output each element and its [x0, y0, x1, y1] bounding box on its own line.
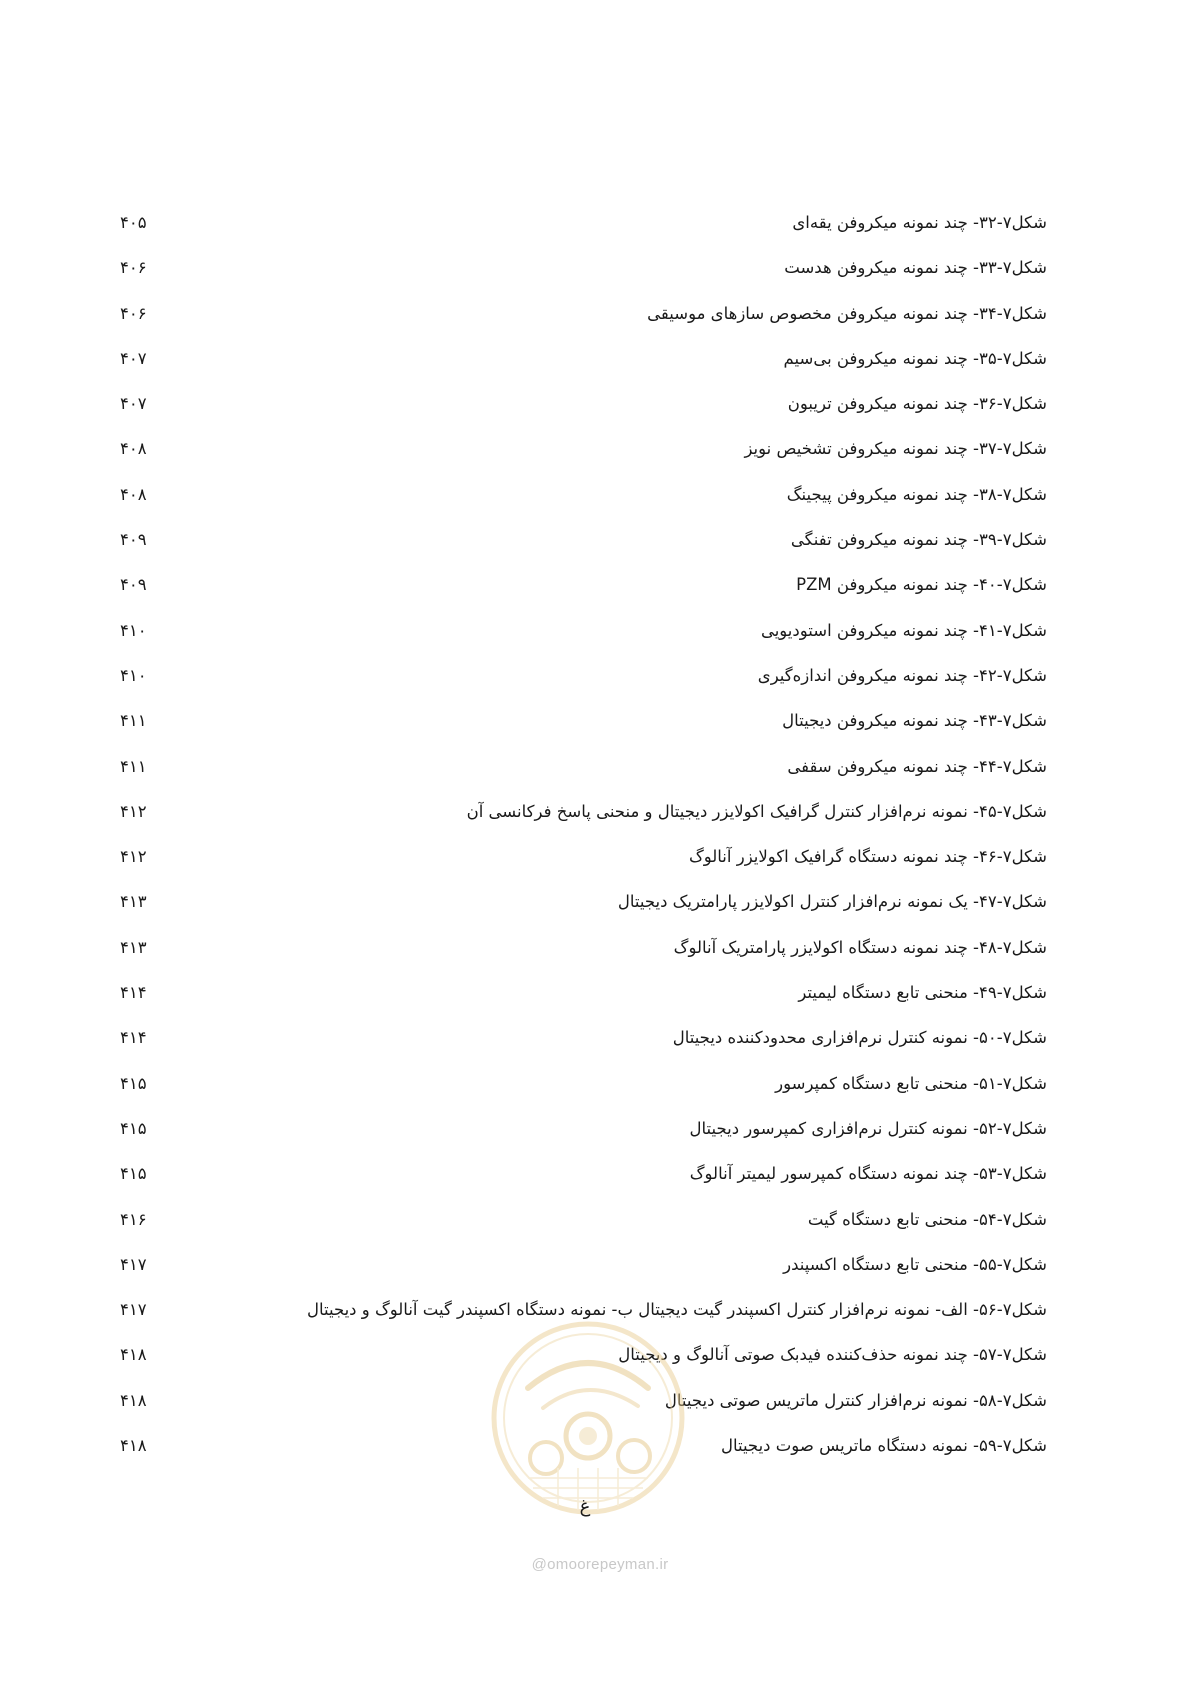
toc-entry-page-number: ۴۱۵ [120, 1164, 147, 1184]
toc-entry-title: شکل۷-۳۲- چند نمونه میکروفن یقه‌ای [792, 213, 1047, 232]
toc-entry-title: شکل۷-۴۶- چند نمونه دستگاه گرافیک اکولایزر آنالوگ [688, 847, 1047, 867]
toc-entry-page-number: ۴۰۹ [120, 530, 147, 550]
toc-entry-title: شکل۷-۴۴- چند نمونه میکروفن سقفی [787, 756, 1047, 776]
toc-entry-page-number: ۴۰۶ [120, 258, 147, 278]
toc-entry-title: شکل۷-۵۵- منحنی تابع دستگاه اکسپندر [783, 1254, 1047, 1274]
toc-entry-page-number: ۴۱۱ [120, 756, 147, 776]
toc-entry-page-number: ۴۱۰ [120, 620, 147, 640]
toc-entry [110, 846, 1047, 891]
toc-entry-page-number: ۴۱۴ [120, 983, 147, 1003]
toc-entry-title: شکل۷-۵۰- نمونه کنترل نرم‌افزاری محدودکننده دیجیتال [672, 1028, 1047, 1048]
toc-entry-title: شکل۷-۴۱- چند نمونه میکروفن استودیویی [760, 620, 1047, 640]
toc-entry [110, 937, 1047, 982]
toc-list [110, 212, 1047, 1480]
toc-entry [110, 665, 1047, 710]
toc-entry-page-number: ۴۰۸ [120, 484, 147, 504]
toc-entry [110, 710, 1047, 755]
toc-entry-page-number: ۴۱۲ [120, 847, 147, 867]
toc-entry-page-number: ۴۱۸ [120, 1390, 147, 1410]
toc-entry-title: شکل۷-۴۳- چند نمونه میکروفن دیجیتال [782, 711, 1047, 731]
toc-entry [110, 1254, 1047, 1299]
toc-entry-title: شکل۷-۳۵- چند نمونه میکروفن بی‌سیم [783, 348, 1047, 368]
page-number: غ [579, 1496, 591, 1517]
toc-entry-page-number: ۴۱۰ [120, 665, 147, 685]
toc-entry [110, 1118, 1047, 1163]
toc-entry-page-number: ۴۰۸ [120, 439, 147, 459]
toc-entry [110, 348, 1047, 393]
toc-entry [110, 1027, 1047, 1072]
toc-entry-page-number: ۴۱۶ [120, 1209, 147, 1229]
toc-entry-page-number: ۴۱۷ [120, 1254, 147, 1274]
toc-entry [110, 756, 1047, 801]
toc-entry-page-number: ۴۱۳ [120, 892, 147, 912]
toc-entry-title: شکل۷-۳۳- چند نمونه میکروفن هدست [784, 258, 1047, 278]
toc-entry-title: شکل۷-۵۹- نمونه دستگاه ماتریس صوت دیجیتال [720, 1436, 1047, 1456]
toc-entry-title: شکل۷-۳۷- چند نمونه میکروفن تشخیص نویز [744, 439, 1047, 459]
toc-entry [110, 529, 1047, 574]
toc-entry [110, 801, 1047, 846]
toc-entry-page-number: ۴۱۳ [120, 937, 147, 957]
toc-entry-page-number: ۴۱۵ [120, 1073, 147, 1093]
toc-entry-page-number: ۴۰۹ [120, 575, 147, 595]
toc-entry [110, 620, 1047, 665]
toc-entry [110, 303, 1047, 348]
toc-entry-page-number: ۴۱۷ [120, 1300, 147, 1320]
toc-entry-title: شکل۷-۳۴- چند نمونه میکروفن مخصوص سازهای موسیقی [647, 303, 1047, 323]
at-icon: @ [531, 1556, 548, 1573]
toc-entry [110, 982, 1047, 1027]
watermark-seal-icon [488, 1318, 688, 1518]
toc-entry-title: شکل۷-۳۸- چند نمونه میکروفن پیجینگ [786, 484, 1047, 504]
toc-entry-page-number: ۴۱۸ [120, 1436, 147, 1456]
toc-entry-page-number: ۴۰۷ [120, 394, 147, 414]
toc-entry [110, 1209, 1047, 1254]
toc-entry-page-number: ۴۰۷ [120, 348, 147, 368]
toc-entry [110, 1163, 1047, 1208]
toc-entry-title: شکل۷-۳۶- چند نمونه میکروفن تریبون [787, 394, 1047, 414]
toc-entry [110, 484, 1047, 529]
watermark-url [500, 1556, 700, 1573]
toc-entry-title: شکل۷-۵۷- چند نمونه حذف‌کننده فیدبک صوتی آنالوگ و دیجیتال [618, 1345, 1047, 1365]
toc-entry-page-number: ۴۱۴ [120, 1028, 147, 1048]
toc-entry [110, 574, 1047, 619]
toc-entry-page-number: ۴۰۶ [120, 303, 147, 323]
toc-entry [110, 438, 1047, 483]
toc-entry-title: شکل۷-۵۲- نمونه کنترل نرم‌افزاری کمپرسور دیجیتال [689, 1118, 1047, 1138]
toc-entry-title: شکل۷-۴۵- نمونه نرم‌افزار کنترل گرافیک اکولایزر دیجیتال و منحنی پاسخ فرکانسی آن [466, 801, 1047, 821]
watermark-url-text: omoorepeyman.ir [547, 1556, 669, 1573]
toc-entry-title: شکل۷-۴۹- منحنی تابع دستگاه لیمیتر [798, 983, 1047, 1003]
toc-entry-title: شکل۷-۵۳- چند نمونه دستگاه کمپرسور لیمیتر آنالوگ [689, 1164, 1047, 1184]
toc-entry-page-number: ۴۱۵ [120, 1118, 147, 1138]
toc-entry [110, 891, 1047, 936]
toc-entry [110, 393, 1047, 438]
toc-entry [110, 1073, 1047, 1118]
toc-entry-title: شکل۷-۳۹- چند نمونه میکروفن تفنگی [790, 530, 1047, 550]
toc-entry-title: شکل۷-۵۴- منحنی تابع دستگاه گیت [807, 1209, 1047, 1229]
toc-entry-title: شکل۷-۴۸- چند نمونه دستگاه اکولایزر پارامتریک آنالوگ [673, 937, 1047, 957]
toc-entry-title: شکل۷-۴۰- چند نمونه میکروفن PZM [796, 575, 1047, 595]
toc-entry-page-number: ۴۱۲ [120, 801, 147, 821]
toc-entry-title: شکل۷-۴۲- چند نمونه میکروفن اندازه‌گیری [757, 665, 1047, 685]
toc-entry-page-number: ۴۱۸ [120, 1345, 147, 1365]
toc-entry-title: شکل۷-۵۶- الف- نمونه نرم‌افزار کنترل اکسپندر گیت دیجیتال ب- نمونه دستگاه اکسپندر گیت آنالوگ و دیجیتال [306, 1300, 1047, 1320]
toc-entry-title: شکل۷-۵۸- نمونه نرم‌افزار کنترل ماتریس صوتی دیجیتال [664, 1390, 1047, 1410]
toc-entry-title: شکل۷-۴۷- یک نمونه نرم‌افزار کنترل اکولایزر پارامتریک دیجیتال [617, 892, 1047, 912]
toc-entry [110, 257, 1047, 302]
toc-entry-title: شکل۷-۵۱- منحنی تابع دستگاه کمپرسور [775, 1073, 1047, 1093]
toc-entry [110, 212, 1047, 257]
toc-entry-page-number: ۴۰۵ [120, 213, 147, 232]
toc-entry-page-number: ۴۱۱ [120, 711, 147, 731]
